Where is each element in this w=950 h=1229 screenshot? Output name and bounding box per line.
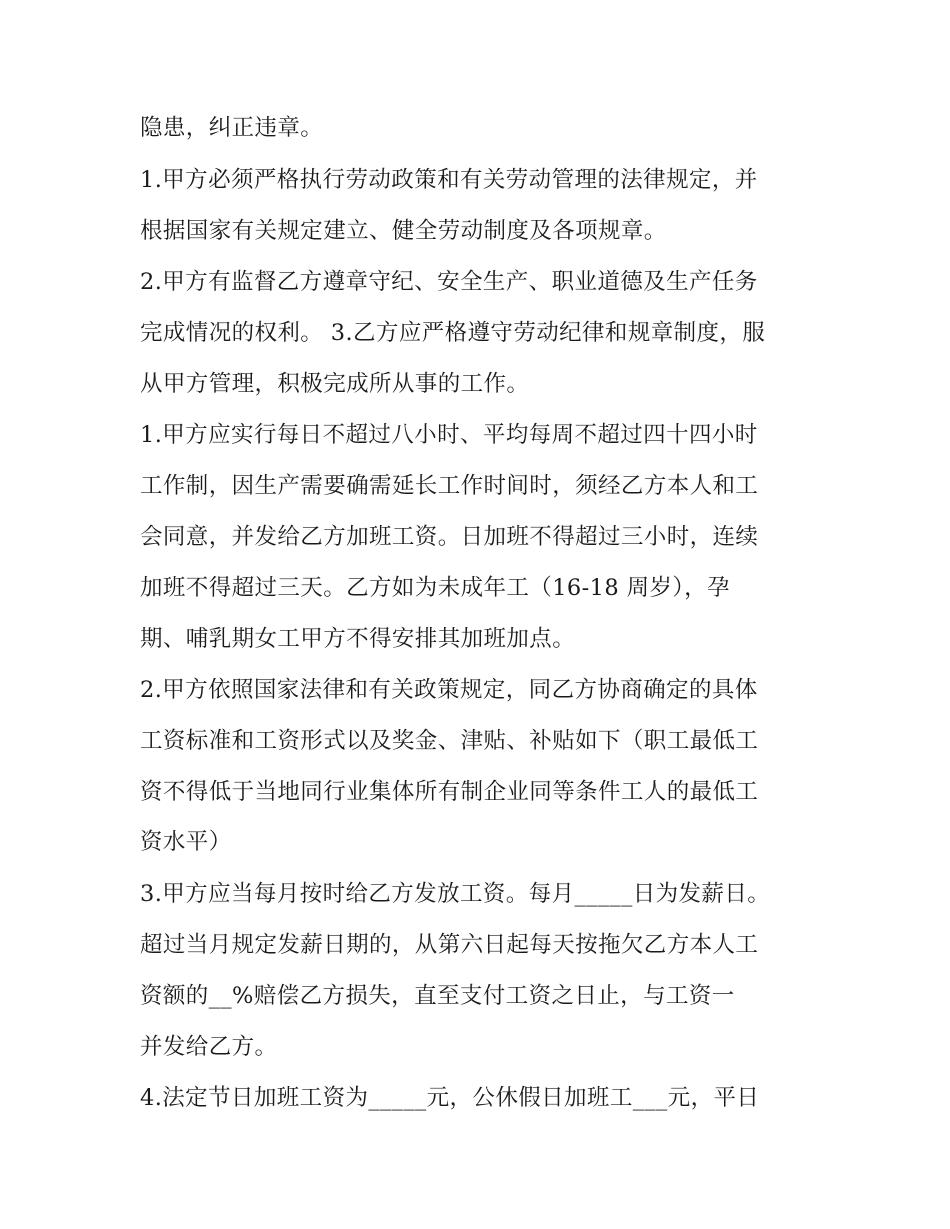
text-line: 资不得低于当地同行业集体所有制企业同等条件工人的最低工	[140, 779, 759, 805]
text-line: 工资标准和工资形式以及奖金、津贴、补贴如下（职工最低工	[140, 728, 759, 754]
text-line: 隐患，纠正违章。	[140, 115, 324, 141]
text-line: 超过当月规定发薪日期的，从第六日起每天按拖欠乙方本人工	[140, 932, 759, 958]
text-line: 加班不得超过三天。乙方如为未成年工（16-18 周岁），孕	[140, 575, 730, 601]
text-line: 4.法定节日加班工资为_____元，公休假日加班工___元，平日	[140, 1085, 760, 1111]
text-line: 资额的__%赔偿乙方损失，直至支付工资之日止，与工资一	[140, 983, 735, 1009]
text-line: 资水平）	[140, 829, 232, 855]
text-line: 从甲方管理，积极完成所从事的工作。	[140, 371, 530, 397]
text-line: 根据国家有关规定建立、健全劳动制度及各项规章。	[140, 218, 667, 244]
text-line: 工作制，因生产需要确需延长工作时间时，须经乙方本人和工	[140, 473, 759, 499]
text-line: 2.甲方依照国家法律和有关政策规定，同乙方协商确定的具体	[140, 677, 758, 703]
text-line: 会同意，并发给乙方加班工资。日加班不得超过三小时，连续	[140, 524, 759, 550]
text-line: 并发给乙方。	[140, 1034, 278, 1060]
text-line: 期、哺乳期女工甲方不得安排其加班加点。	[140, 626, 576, 652]
text-line: 1.甲方必须严格执行劳动政策和有关劳动管理的法律规定，并	[140, 167, 758, 193]
text-line: 3.甲方应当每月按时给乙方发放工资。每月_____日为发薪日。	[140, 881, 771, 907]
text-line: 1.甲方应实行每日不超过八小时、平均每周不超过四十四小时	[140, 422, 758, 448]
text-line: 2.甲方有监督乙方遵章守纪、安全生产、职业道德及生产任务	[140, 269, 758, 295]
text-line: 完成情况的权利。 3.乙方应严格遵守劳动纪律和规章制度，服	[140, 320, 766, 346]
